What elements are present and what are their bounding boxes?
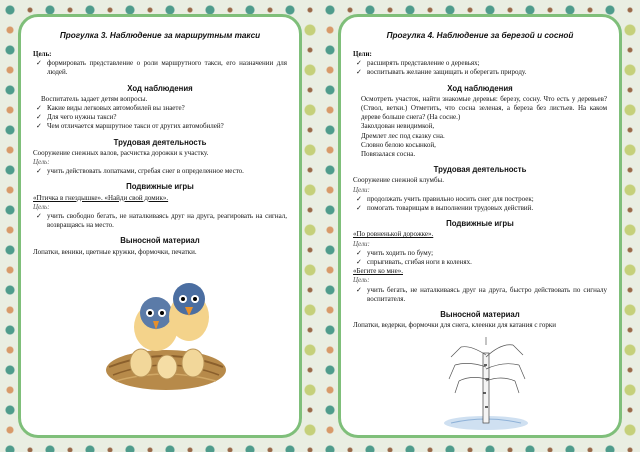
game-title: «Бегите ко мне». [353,267,403,276]
list-item: ✓ формировать представление о роли маршрутного такси, его назначении для людей. [33,59,287,77]
games-text: «Птичка в гнездышке». «Найди свой домик». [33,193,169,202]
work-heading: Трудовая деятельность [113,137,207,147]
list-item: ✓ спрыгивать, сгибая ноги в коленях. [353,258,607,267]
work-goal-label: Цель: [33,158,50,167]
goal-label: Цель: [33,50,52,58]
games-heading: Подвижные игры [126,182,194,192]
work-goal-list [353,195,607,213]
poem-line: Словно белою косынкой, [361,140,436,149]
observation-heading: Ход наблюдения [447,83,513,93]
list-item: ✓ расширять представление о деревьях; [353,59,607,68]
work-goal-label: Цели: [353,185,370,194]
goal-label: Цели: [353,50,372,58]
material-text: Лопатки, веники, цветные кружки, формочки, печатки. [33,247,197,256]
observation-intro: Воспитатель задает детям вопросы. [41,94,148,103]
list-item: ✓ продолжать учить правильно носить снег для построек; [353,195,607,204]
observation-text: Осмотреть участок, найти знакомые деревья: березу, сосну. Что есть у деревьев? (Ствол, ветки.) Отметить, что сосна зеленая, а береза без листьев. На каком дереве больше снега? (На сосне.) [361,94,607,122]
birds-in-nest-illustration [101,275,231,395]
work-heading: Трудовая деятельность [433,165,527,175]
game-title: «По ровненькой дорожке». [353,230,434,239]
birch-tree-illustration [441,335,531,431]
list-item: ✓ помогать товарищам в выполнении трудовых действий. [353,204,607,213]
list-item: ✓ воспитывать желание защищать и оберегать природу. [353,68,607,77]
list-item: ✓ Чем отличается маршрутное такси от других автомобилей? [33,122,287,131]
work-text: Сооружение снежных валов, расчистка дорожки к участку. [33,148,209,157]
list-item: ✓ учить свободно бегать, не наталкиваясь друг на друга, реагировать на сигнал, возвращаясь на место. [33,212,287,230]
poem-line: Заколдован невидимкой, [361,122,435,131]
material-heading: Выносной материал [440,310,520,320]
observation-heading: Ход наблюдения [127,83,193,93]
work-goal-list [33,167,287,176]
game-goal-label: Цели: [353,239,370,248]
games-heading: Подвижные игры [446,219,514,229]
game-goal-list [353,286,607,304]
goal-list [353,59,607,77]
poem-line: Повязалася сосна. [361,150,416,159]
games-goal-list [33,212,287,230]
page-content [21,50,299,257]
list-item: ✓ Какие виды легковых автомобилей вы знаете? [33,104,287,113]
page-title: Прогулка 3. Наблюдение за маршрутным такси [59,31,261,40]
observation-list [33,104,287,132]
list-item: ✓ учить ходить по буму; [353,249,607,258]
games-goal-label: Цель: [33,202,50,211]
right-page [338,14,622,438]
list-item: ✓ учить бегать, не наталкиваясь друг на друга, быстро действовать по сигналу воспитателя. [353,286,607,304]
goal-list [33,59,287,77]
material-heading: Выносной материал [120,236,200,246]
list-item: ✓ Для чего нужны такси? [33,113,287,122]
game-goal-label: Цель: [353,276,370,285]
work-text: Сооружение снежной клумбы. [353,176,444,185]
left-page [18,14,302,438]
material-text: Лопатки, ведерки, формочки для снега, клеенки для катания с горки [353,321,557,330]
list-item: ✓ учить действовать лопатками, сгребая снег в определенное место. [33,167,287,176]
page-title: Прогулка 4. Наблюдение за березой и сосной [386,31,574,40]
page-content [341,50,619,330]
poem-line: Дремлет лес под сказку сна. [361,131,445,140]
game-goal-list [353,249,607,267]
